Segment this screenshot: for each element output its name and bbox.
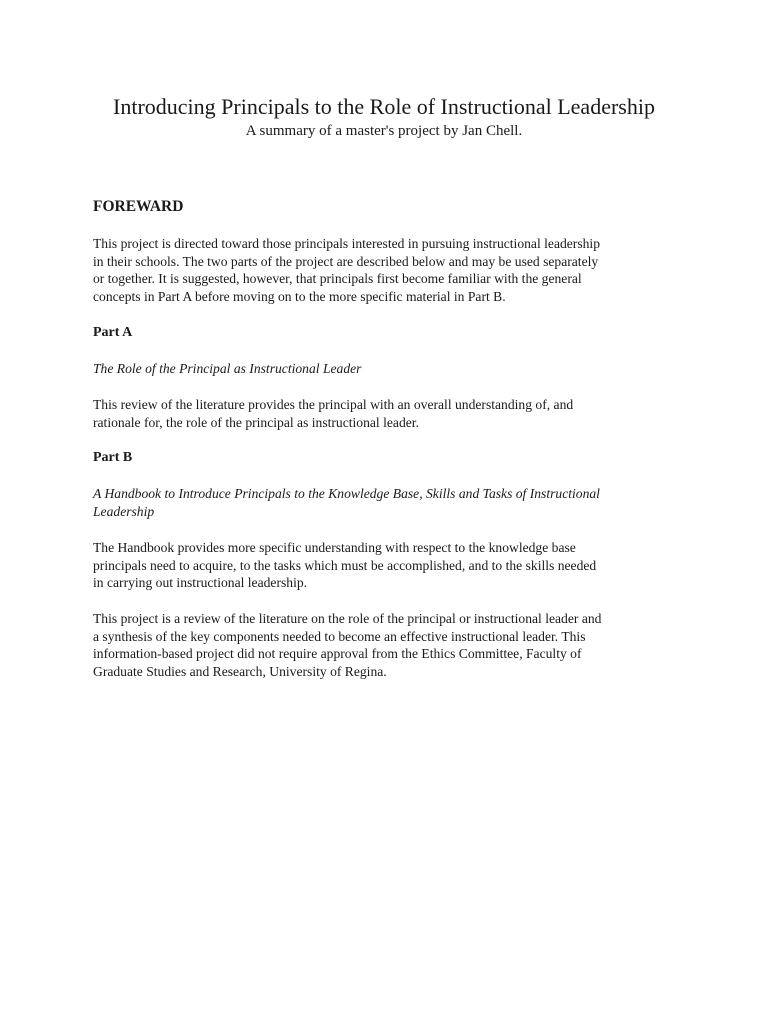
part-a-title-line: The Role of the Principal as Instructional Leader bbox=[93, 361, 362, 376]
closing-line: Graduate Studies and Research, University of Regina. bbox=[93, 664, 387, 680]
document-title: Introducing Principals to the Role of Instructional Leadership bbox=[113, 94, 655, 119]
closing-line: This project is a review of the literature on the role of the principal or instructional leader and bbox=[93, 611, 602, 626]
closing-paragraph bbox=[93, 610, 683, 681]
part-a-paragraph bbox=[93, 396, 683, 431]
part-b-title-line: A Handbook to Introduce Principals to the Knowledge Base, Skills and Tasks of Instructional bbox=[93, 486, 600, 501]
part-b-line: principals need to acquire, to the tasks which must be accomplished, and to the skills needed bbox=[93, 557, 597, 573]
foreward-paragraph bbox=[93, 235, 683, 306]
foreward-line: concepts in Part A before moving on to the more specific material in Part B. bbox=[93, 289, 506, 305]
closing-line: a synthesis of the key components needed to become an effective instructional leader. This bbox=[93, 628, 586, 644]
foreward-heading: FOREWARD bbox=[93, 198, 184, 215]
part-a-title bbox=[93, 360, 693, 378]
document-subtitle: A summary of a master's project by Jan Chell. bbox=[245, 123, 523, 139]
part-a-heading: Part A bbox=[93, 325, 133, 340]
foreward-line: This project is directed toward those principals interested in pursuing instructional leadership bbox=[93, 236, 600, 251]
part-b-title bbox=[93, 485, 693, 520]
part-a-line: rationale for, the role of the principal as instructional leader. bbox=[93, 414, 419, 430]
part-b-heading: Part B bbox=[93, 450, 133, 465]
part-a-line: This review of the literature provides the principal with an overall understanding of, and bbox=[93, 397, 574, 412]
foreward-line: or together. It is suggested, however, that principals first become familiar with the general bbox=[93, 271, 582, 287]
part-b-title-line: Leadership bbox=[93, 503, 155, 519]
foreward-line: in their schools. The two parts of the project are described below and may be used separately bbox=[93, 253, 599, 269]
part-b-line: The Handbook provides more specific understanding with respect to the knowledge base bbox=[93, 540, 576, 555]
closing-line: information-based project did not require approval from the Ethics Committee, Faculty of bbox=[93, 646, 582, 662]
part-b-line: in carrying out instructional leadership. bbox=[93, 575, 308, 591]
part-b-paragraph bbox=[93, 539, 683, 592]
